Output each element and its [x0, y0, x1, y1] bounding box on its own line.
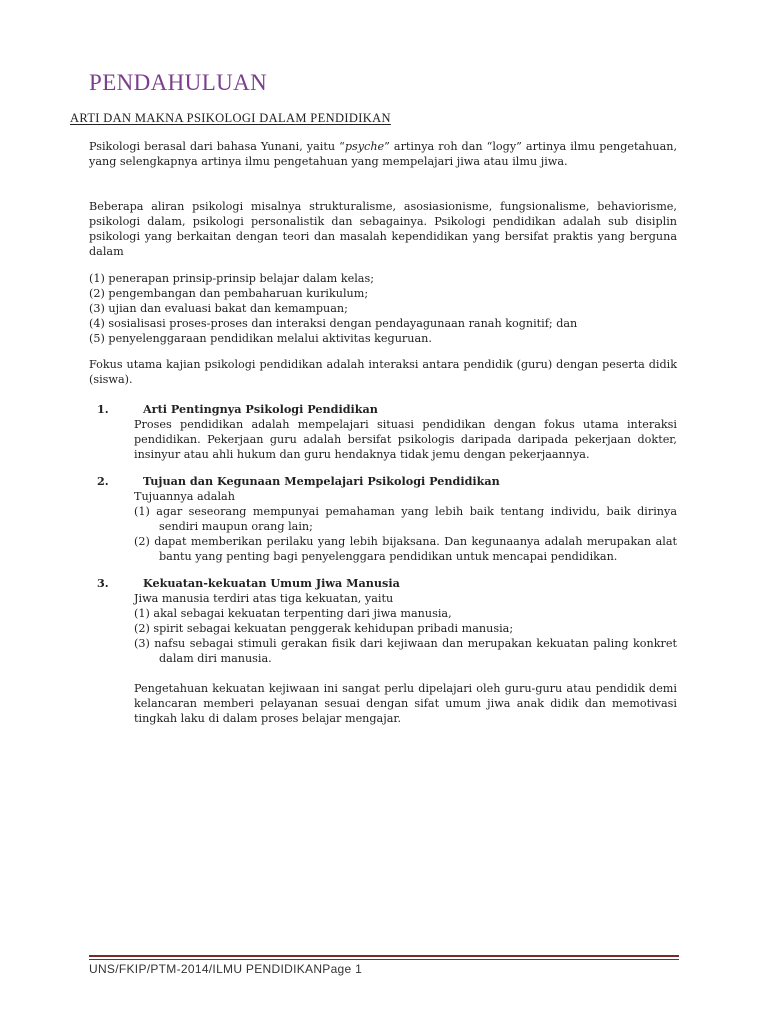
section-number: 2.: [97, 474, 109, 488]
closing-paragraph: Pengetahuan kekuatan kejiwaan ini sangat perlu dipelajari oleh guru-guru atau pendidik demi kelancaran memberi pelayanan sesuai dengan sifat umum jiwa anak didik dan memotivasi tingkah laku di dalam proses belajar mengajar.: [134, 682, 677, 725]
section-heading-text: Kekuatan-kekuatan Umum Jiwa Manusia: [143, 576, 400, 590]
list-item: (3) nafsu sebagai stimuli gerakan fisik dari kejiwaan dan merupakan kekuatan paling konkret dalam diri manusia.: [134, 637, 677, 665]
section-heading: [89, 402, 677, 417]
footer-divider: [89, 955, 679, 957]
list-item: (3) ujian dan evaluasi bakat dan kemampuan;: [89, 302, 348, 315]
list-item: (1) akal sebagai kekuatan terpenting dari jiwa manusia,: [134, 607, 452, 620]
page-footer: UNS/FKIP/PTM-2014/ILMU PENDIDIKANPage 1: [89, 962, 363, 976]
page-title: PENDAHULUAN: [89, 70, 268, 95]
intro-paragraph-2: Beberapa aliran psikologi misalnya strukturalisme, asosiasionisme, fungsionalisme, behaviorisme, psikologi dalam, psikologi personalistik dan sebagainya. Psikologi pendidikan adalah sub disiplin psikologi yang berkaitan dengan teori dan masalah kependidikan yang bersifat praktis yang berguna dalam: [89, 200, 677, 258]
list-item: (2) pengembangan dan pembaharuan kurikulum;: [89, 287, 369, 300]
intro-text-after: ” artinya roh dan “logy” artinya ilmu pengetahuan, yang selengkapnya artinya ilmu pengetahuan yang mempelajari jiwa atau ilmu jiwa.: [89, 140, 678, 168]
list-item: (5) penyelenggaraan pendidikan melalui aktivitas keguruan.: [89, 332, 432, 345]
section-body: [134, 591, 677, 726]
section-heading: [89, 576, 677, 591]
section-heading-text: Arti Pentingnya Psikologi Pendidikan: [143, 402, 378, 416]
footer-divider-thin: [89, 959, 679, 960]
intro-italic-term: psyche: [344, 140, 385, 153]
list-item: (1) penerapan prinsip-prinsip belajar dalam kelas;: [89, 272, 374, 285]
intro-text-before: Psikologi berasal dari bahasa Yunani, yaitu “: [89, 140, 345, 153]
list-item: (1) agar seseorang mempunyai pemahaman yang lebih baik tentang individu, baik dirinya sendiri maupun orang lain;: [134, 505, 677, 533]
section-heading-text: Tujuan dan Kegunaan Mempelajari Psikologi Pendidikan: [143, 474, 500, 488]
section-heading: [89, 474, 677, 489]
section-number: 3.: [97, 576, 109, 590]
section-subtitle: ARTI DAN MAKNA PSIKOLOGI DALAM PENDIDIKAN: [70, 111, 391, 125]
section-intro: Tujuannya adalah: [134, 490, 235, 503]
list-item: (2) dapat memberikan perilaku yang lebih bijaksana. Dan kegunaanya adalah merupakan alat bantu yang penting bagi penyelenggara pendidikan untuk mencapai pendidikan.: [134, 535, 677, 563]
section-2: [89, 474, 677, 564]
application-list: [89, 271, 677, 346]
section-body: [134, 489, 677, 564]
section-1: [89, 402, 677, 462]
section-paragraph: Proses pendidikan adalah mempelajari situasi pendidikan dengan fokus utama interaksi pendidikan. Pekerjaan guru adalah bersifat psikologis daripada daripada pekerjaan dokter, insinyur atau ahli hukum dan guru hendaknya tidak jemu dengan pekerjaannya.: [134, 418, 677, 461]
focus-paragraph: Fokus utama kajian psikologi pendidikan adalah interaksi antara pendidik (guru) dengan peserta didik (siswa).: [89, 358, 677, 386]
section-intro: Jiwa manusia terdiri atas tiga kekuatan, yaitu: [134, 592, 394, 605]
section-3: [89, 576, 677, 726]
list-item: (2) spirit sebagai kekuatan penggerak kehidupan pribadi manusia;: [134, 622, 514, 635]
intro-paragraph-1: [89, 139, 677, 169]
section-number: 1.: [97, 402, 109, 416]
section-body: [134, 417, 677, 462]
list-item: (4) sosialisasi proses-proses dan interaksi dengan pendayagunaan ranah kognitif; dan: [89, 317, 578, 330]
